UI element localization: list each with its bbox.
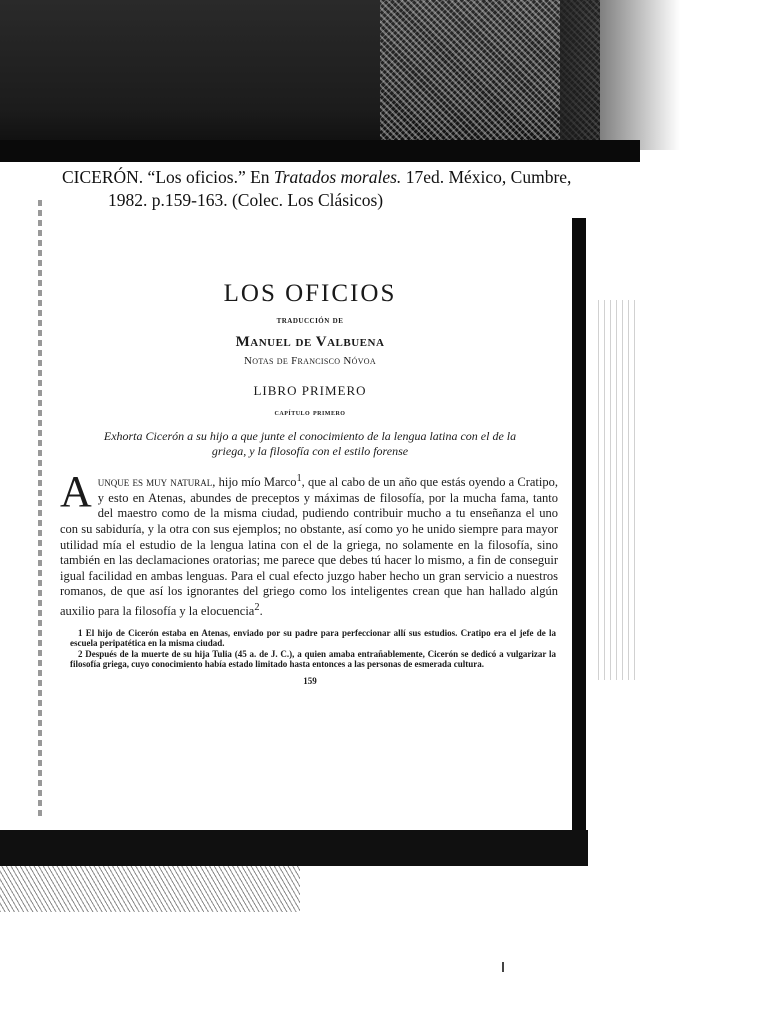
footnote-ref-2: 2 bbox=[254, 601, 260, 613]
scan-shadow-right bbox=[572, 210, 586, 850]
scan-fade-top bbox=[560, 0, 680, 150]
footnote-1: 1 El hijo de Cicerón estaba en Atenas, enviado por su padre para perfeccionar allí sus estudios. Cratipo era el jefe de la escuela peripatética en la misma ciudad. bbox=[70, 627, 556, 649]
book-page bbox=[56, 262, 564, 686]
chapter-summary: Exhorta Cicerón a su hijo a que junte el conocimiento de la lengua latina con el de la griega, y la filosofía con el estilo forense bbox=[103, 429, 517, 458]
body-text-3: . bbox=[259, 604, 263, 619]
book-section-title: LIBRO PRIMERO bbox=[253, 383, 367, 398]
scan-speckle-bottom bbox=[0, 866, 300, 912]
scan-band-dark bbox=[0, 140, 640, 162]
citation-suffix: 17ed. México, Cumbre, bbox=[401, 167, 572, 187]
footnote-ref-1: 1 bbox=[296, 473, 302, 484]
citation-prefix: CICERÓN. “Los oficios.” En bbox=[62, 167, 274, 187]
body-paragraph bbox=[60, 467, 558, 620]
chapter-label: capítulo primero bbox=[274, 407, 346, 417]
citation-details: 1982. p.159-163. (Colec. Los Clásicos) bbox=[108, 190, 384, 210]
body-text-1: hijo mío Marco bbox=[215, 475, 297, 490]
drop-cap: A bbox=[60, 467, 92, 516]
citation-book-title: Tratados morales. bbox=[273, 167, 402, 187]
footnotes bbox=[70, 628, 556, 670]
page-title: LOS OFICIOS bbox=[223, 280, 397, 307]
citation-header bbox=[62, 162, 602, 218]
scan-mark bbox=[502, 962, 504, 972]
scan-shadow-bottom bbox=[0, 830, 588, 866]
page-number: 159 bbox=[303, 676, 317, 687]
body-text-2: , que al cabo de un año que estás oyendo a Cratipo, y esto en Atenas, abundes de preceptos y máximas de filosofía, por la mucha fama, tanto del maestro como de la misma ciudad, pudiendo contribuir mucho a tu enseñanza el uno con su sabiduría, y la otra con sus ejemplos; no obstante, así como yo he unido siempre para mayor utilidad mía el estudio de la lengua latina con el de la griega, no solamente en la filosofía, sino también en las declamaciones oratorias; me parece que debes tú hacer lo mismo, a fin de conseguir igual facilidad en ambas lenguas. Para el cual efecto juzgo haber hecho un gran servicio a nuestros romanos, de que así los ignorantes del griego como los inteligentes crean que han hallado algún auxilio para la filosofía y la elocuencia bbox=[60, 475, 558, 619]
lead-in: unque es muy natural, bbox=[97, 475, 216, 490]
translation-label: traducción de bbox=[276, 316, 344, 326]
translator-name: Manuel de Valbuena bbox=[235, 334, 385, 350]
scan-edge-left bbox=[38, 200, 42, 820]
scan-speckle-right bbox=[598, 300, 638, 680]
footnote-2: 2 Después de la muerte de su hija Tulia (45 a. de J. C.), a quien amaba entrañablemente, Cicerón se dedicó a vulgarizar la filosofía griega, cuyo conocimiento había estado limitado hasta entonces a las personas de esmerada cultura. bbox=[70, 648, 556, 670]
notes-credit: Notas de Francisco Nóvoa bbox=[244, 355, 376, 367]
